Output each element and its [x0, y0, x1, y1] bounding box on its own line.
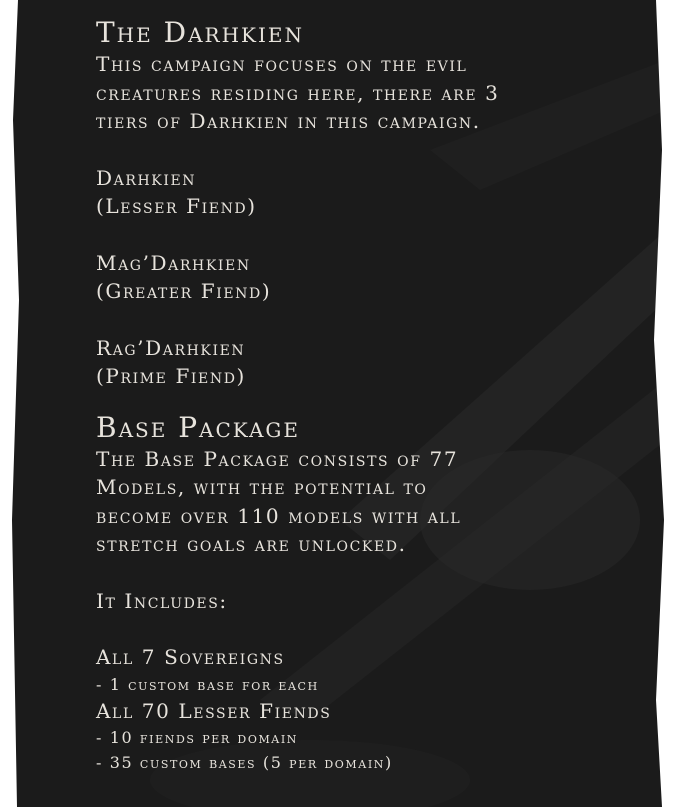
intro-line: creatures residing here, there are 3 — [96, 80, 500, 105]
intro-line: tiers of Darhkien in this campaign. — [96, 109, 481, 133]
tier-type: (Greater Fiend) — [96, 279, 272, 303]
includes-label: It Includes: — [96, 588, 228, 613]
package-desc-line: Models, with the potential to — [96, 475, 428, 499]
darhkien-title: The Darhkien — [96, 16, 304, 49]
include-detail: - 10 fiends per domain — [96, 728, 299, 747]
tier-name: Darhkien — [96, 165, 197, 190]
dark-brush-panel — [10, 0, 666, 807]
tier-type: (Lesser Fiend) — [96, 194, 257, 218]
include-detail: - 1 custom base for each — [96, 674, 319, 694]
intro-line: This campaign focuses on the evil — [96, 52, 468, 76]
tier-type: (Prime Fiend) — [96, 364, 246, 388]
text-content — [96, 16, 656, 775]
package-desc-line: stretch goals are unlocked. — [96, 532, 407, 556]
tier-name: Mag’Darhkien — [96, 250, 251, 275]
include-heading: All 70 Lesser Fiends — [96, 698, 332, 723]
base-package-title: Base Package — [96, 410, 300, 444]
include-detail: - 35 custom bases (5 per domain) — [96, 753, 393, 772]
include-heading: All 7 Sovereigns — [96, 645, 285, 669]
package-desc-line: become over 110 models with all — [96, 503, 462, 528]
package-desc-line: The Base Package consists of 77 — [96, 446, 459, 471]
tier-name: Rag’Darhkien — [96, 335, 246, 360]
